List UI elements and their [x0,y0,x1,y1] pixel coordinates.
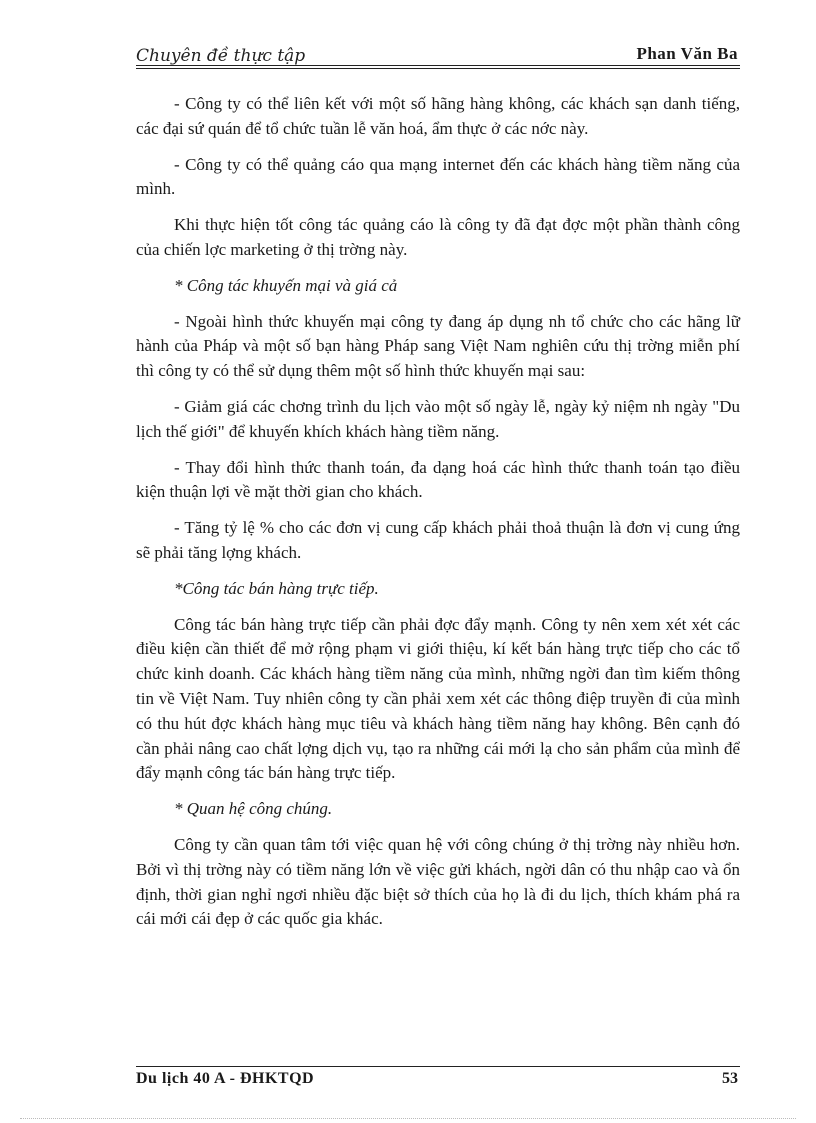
paragraph: - Giảm giá các chơng trình du lịch vào một số ngày lễ, ngày kỷ niệm nh ngày "Du lịch thế giới" để khuyến khích khách hàng tiềm năng. [136,396,740,441]
section-heading: * Công tác khuyến mại và giá cả [174,275,398,295]
paragraph: - Tăng tỷ lệ % cho các đơn vị cung cấp khách phải thoả thuận là đơn vị cung ứng sẽ phải tăng lợng khách. [136,518,740,562]
header-title: Chuyên đề thực tập [136,46,306,66]
page-number: 53 [722,1070,738,1087]
header-rule [136,65,740,66]
paragraph: - Ngoài hình thức khuyến mại công ty đang áp dụng nh tổ chức cho các hãng lữ hành của Pháp và một số bạn hàng Pháp sang Việt Nam nghiên cứu thị trờng miễn phí thì công ty có thể sử dụng thêm một số hình thức khuyến mại sau: [136,311,740,381]
footer-course: Du lịch 40 A - ĐHKTQD [136,1070,315,1087]
paragraph: - Công ty có thể quảng cáo qua mạng internet đến các khách hàng tiềm năng của mình. [136,154,740,199]
paragraph: Khi thực hiện tốt công tác quảng cáo là công ty đã đạt đợc một phần thành công của chiến lợc marketing ở thị trờng này. [136,215,740,259]
footer-rule [136,1066,740,1067]
paragraph: Công tác bán hàng trực tiếp cần phải đợc đẩy mạnh. Công ty nên xem xét xét các điều kiện cần thiết để mở rộng phạm vi giới thiệu, kí kết bán hàng trực tiếp cho các tổ chức kinh doanh. Các khách hàng tiềm năng của mình, những ngời đan tìm kiếm thông tin về Việt Nam. Tuy nhiên công ty cần phải xem xét các thông điệp truyền đi của mình có thu hút đợc khách hàng mục tiêu và khách hàng tiềm năng hay không. Bên cạnh đó cần phải nâng cao chất lợng dịch vụ, tạo ra những cái mới lạ cho sản phẩm của mình để đẩy mạnh công tác bán hàng trực tiếp. [136,614,740,783]
section-heading: * Quan hệ công chúng. [174,799,333,819]
header-rule-double [136,68,740,69]
page-header [136,40,740,70]
page-body [136,92,740,943]
page-footer [136,1066,740,1090]
paragraph: Công ty cần quan tâm tới việc quan hệ với công chúng ở thị trờng này nhiều hơn. Bởi vì thị trờng này có tiềm năng lớn về việc gửi khách, ngời dân có thu nhập cao và ổn định, thời gian nghỉ ngơi nhiều đặc biệt sở thích của họ là đi du lịch, thích khám phá ra cái mới cái đẹp ở các quốc gia khác. [136,834,740,929]
page-edge-divider [20,1118,796,1119]
paragraph: - Công ty có thể liên kết với một số hãng hàng không, các khách sạn danh tiếng, các đại sứ quán để tổ chức tuần lễ văn hoá, ẩm thực ở các nớc này. [136,94,740,138]
header-author: Phan Văn Ba [636,44,738,63]
paragraph: - Thay đổi hình thức thanh toán, đa dạng hoá các hình thức thanh toán tạo điều kiện thuận lợi về mặt thời gian cho khách. [136,457,740,502]
section-heading: *Công tác bán hàng trực tiếp. [174,578,379,598]
